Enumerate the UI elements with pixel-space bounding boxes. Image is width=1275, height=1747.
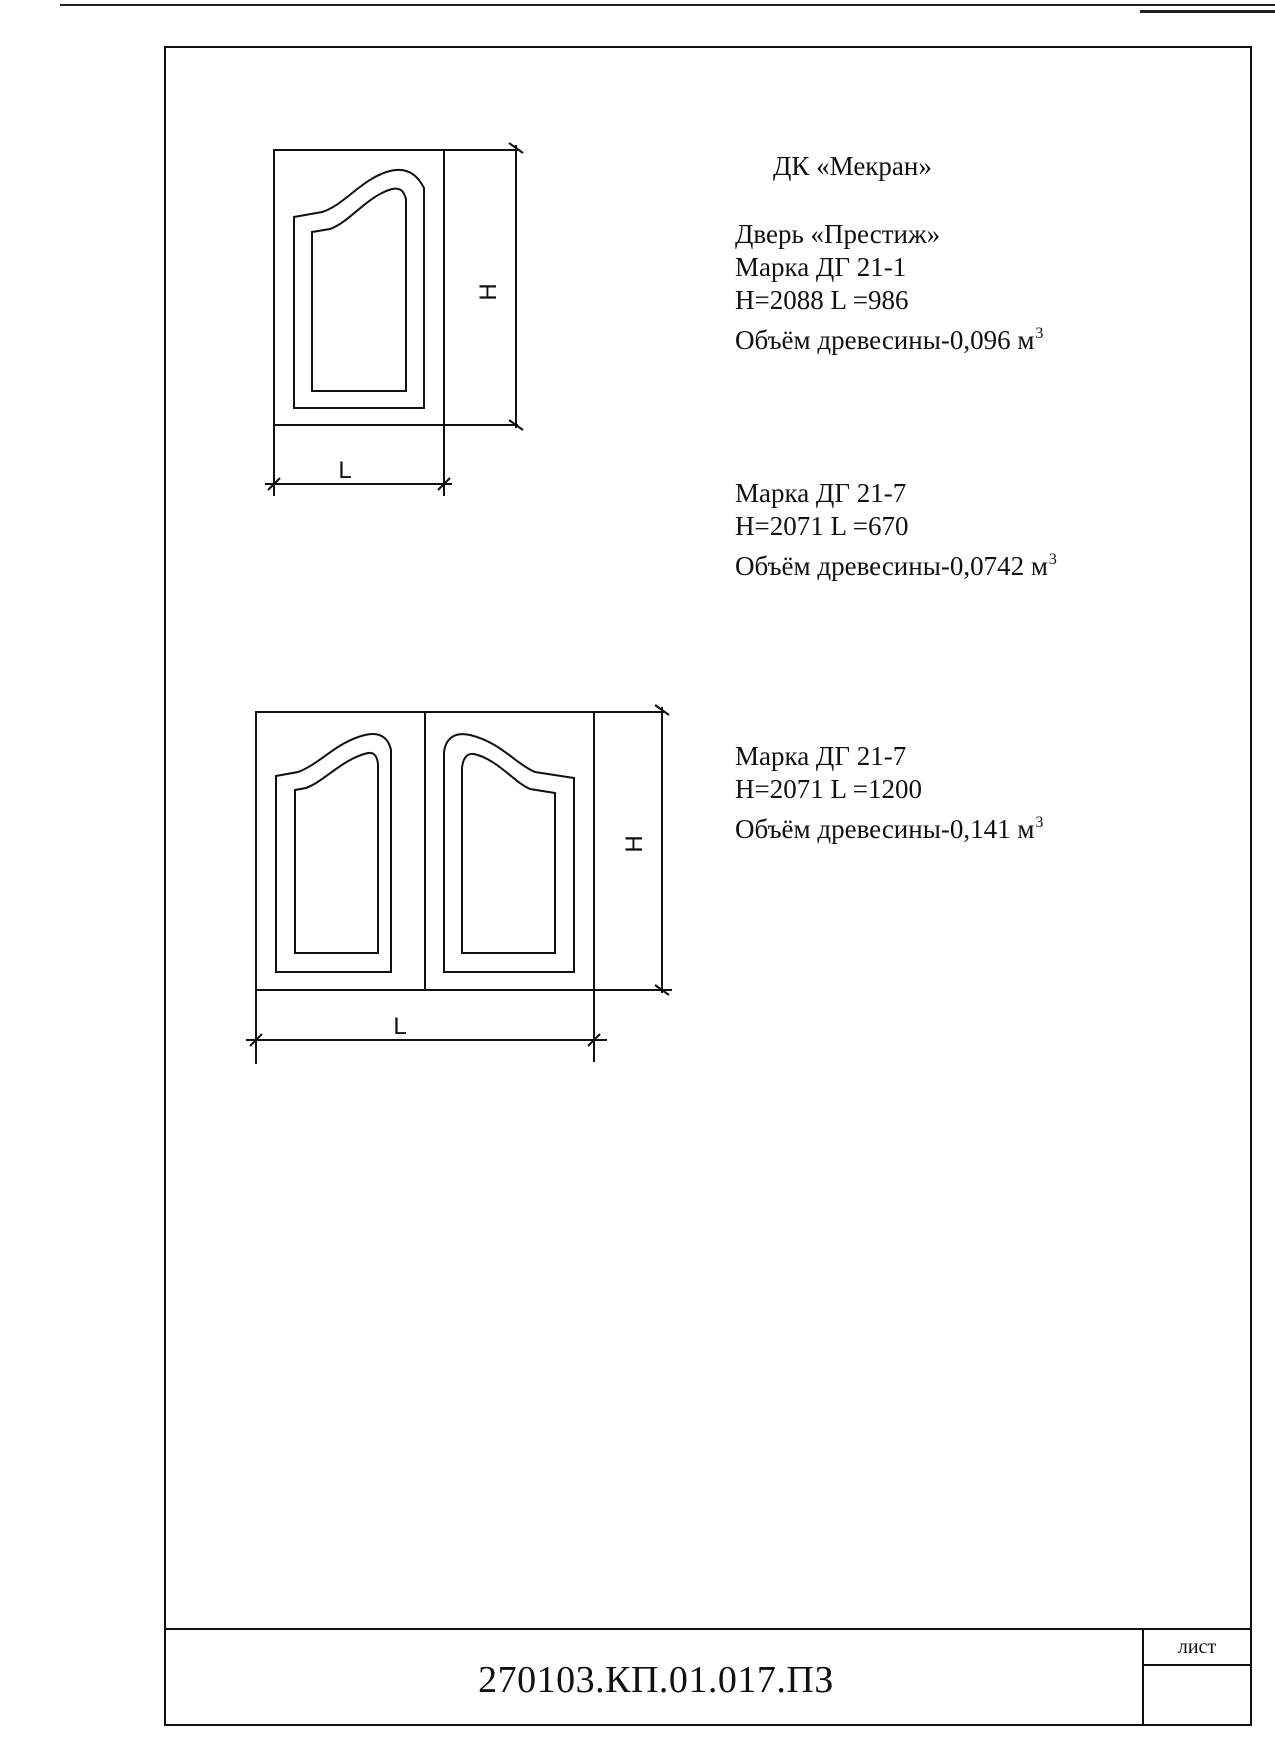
- double-door-drawing: [246, 705, 672, 1064]
- single-door-drawing: [265, 143, 523, 496]
- door-wood-volume: Объём древесины-0,096 $м^3$: [735, 325, 1044, 355]
- door-spec-3: [735, 740, 1043, 846]
- height-label: H: [475, 283, 502, 301]
- door-dimensions: H=2071 L =1200: [735, 774, 922, 804]
- door-model-name: Дверь «Престиж»: [735, 219, 941, 249]
- door-panel-inner: [312, 189, 406, 391]
- door-spec-2: [735, 477, 1057, 583]
- door-dimensions: H=2071 L =670: [735, 511, 909, 541]
- door-mark: Марка ДГ 21-1: [735, 252, 907, 282]
- door-spec-1: [735, 218, 1043, 357]
- width-label: L: [393, 1013, 407, 1040]
- door-panel-outer: [294, 170, 424, 408]
- project-title: ДК «Мекран»: [773, 151, 932, 181]
- door-wood-volume: Объём древесины-0,0742 $м^3$: [735, 551, 1057, 581]
- height-label: H: [621, 835, 648, 853]
- unit-exponent: 3: [1035, 325, 1044, 342]
- door-leaf-outline: [274, 150, 444, 425]
- door-dimensions: H=2088 L =986: [735, 285, 909, 315]
- unit-exponent: 3: [1035, 814, 1044, 831]
- sheet-label: лист: [1144, 1630, 1250, 1666]
- door-mark: Марка ДГ 21-7: [735, 478, 907, 508]
- project-title-block: [773, 150, 932, 183]
- right-leaf-panel-inner: [462, 754, 555, 953]
- door-wood-volume: Объём древесины-0,141 $м^3$: [735, 814, 1044, 844]
- document-code: 270103.КП.01.017.ПЗ: [478, 1659, 834, 1701]
- unit-exponent: 3: [1048, 551, 1057, 568]
- left-leaf-panel-inner: [295, 753, 378, 953]
- width-label: L: [338, 457, 352, 484]
- door-mark: Марка ДГ 21-7: [735, 741, 907, 771]
